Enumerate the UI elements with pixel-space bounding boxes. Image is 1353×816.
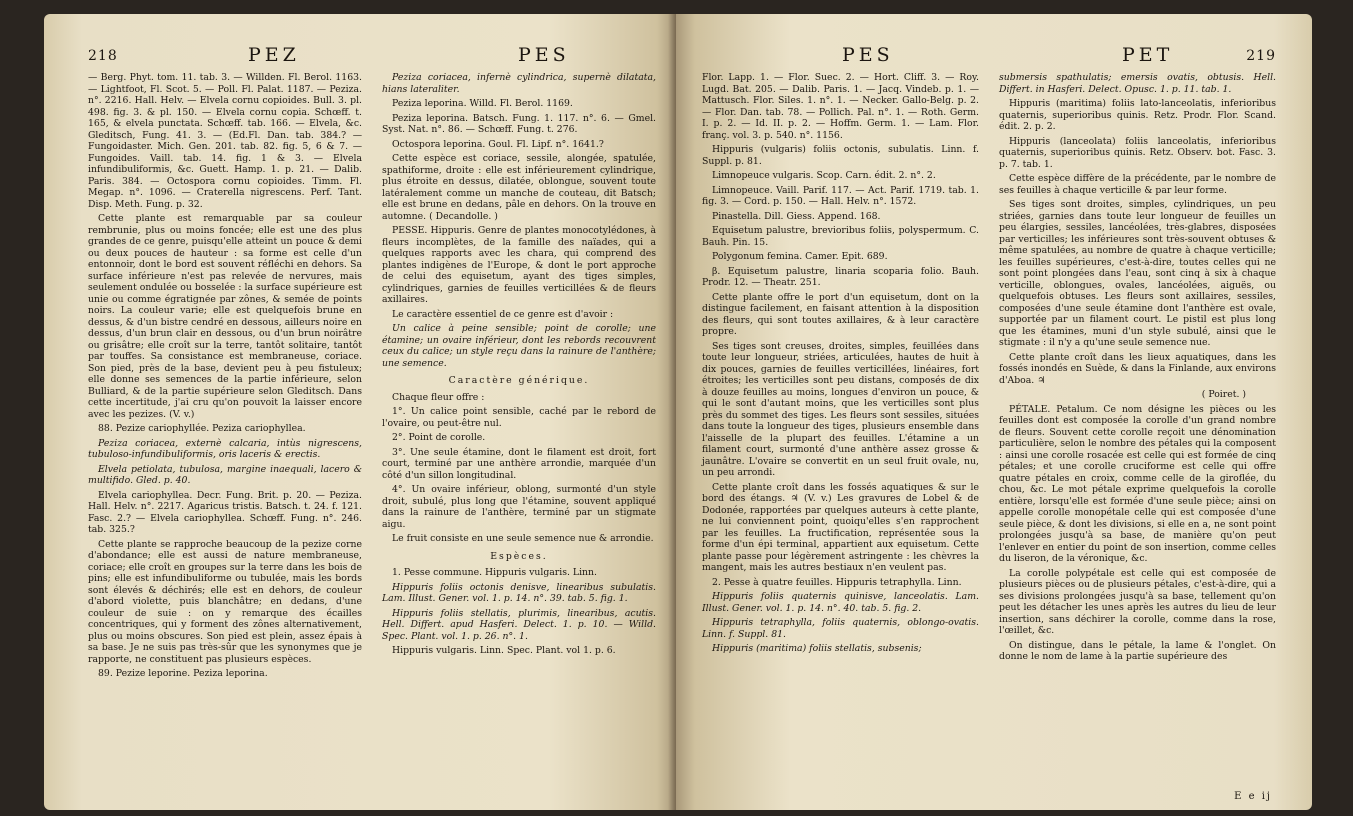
paragraph: Peziza coriacea, externè calcaria, intùs nigrescens, tubuloso-infundibuliformis, oris laceris & erectis. xyxy=(88,437,362,460)
section-heading: Caractère générique. xyxy=(448,375,590,386)
right-page-number: 219 xyxy=(1246,48,1276,64)
paragraph: Hippuris foliis octonis denisve, linearibus subulatis. Lam. Illust. Gener. vol. 1. p. 14. n°. 39. tab. 5. fig. 1. xyxy=(382,581,656,604)
paragraph: Pinastella. Dill. Giess. Append. 168. xyxy=(712,210,881,222)
paragraph: Polygonum femina. Camer. Epit. 689. xyxy=(712,251,888,262)
paragraph: Equisetum palustre, brevioribus foliis, polyspermum. C. Bauh. Pin. 15. xyxy=(702,225,979,248)
paragraph: La corolle polypétale est celle qui est composée de plusieurs pièces ou de plusieurs pétales, c'est-à-dire, qui a ses divisions prolongées jusqu'à sa base, tellement qu'on peut les détacher les unes après les autres du lieu de leur insertion, sans déchirer la corolle, comme dans la rose, l'œillet, &c. xyxy=(999,567,1276,636)
paragraph: Limnopeuce vulgaris. Scop. Carn. édit. 2. n°. 2. xyxy=(712,170,936,181)
paragraph: submersis spathulatis; emersis ovatis, obtusis. Hell. Differt. in Hasferi. Delect. Opusc. 1. p. 11. tab. 1. xyxy=(999,72,1276,95)
paragraph: Cette plante est remarquable par sa couleur rembrunie, plus ou moins foncée; elle est une des plus grandes de ce genre, puisqu'elle atteint un pouce & demi ou deux pouces de hauteur : sa forme est celle d'un entonnoir, dont le bord est souvent réfléchi en dehors. Sa surface inférieure n'est pas relevée de nervures, mais seulement ondulée ou bosselée : la surface supérieure est unie ou comme égratignée par zônes, & semée de points noirs. La couleur varie; elle est quelquefois brune en dessus, & d'un bistre cendré en dessous, ailleurs noire en dessus, d'un brun clair en dessous, ou d'un brun noirâtre ou grisâtre; elle croît sur la terre, tantôt solitaire, tantôt par touffes. Sa consistance est membraneuse, coriace. Son pied, près de la base, devient peu à peu fistuleux; elle donne ses semences de la partie inférieure, selon Bulliard, & de la partie supérieure selon Gleditsch. Dans cette incertitude, j'ai cru qu'on pouvoit la laisser encore avec les pezizes. (V. v.) xyxy=(88,213,362,420)
left-page xyxy=(44,14,676,810)
paragraph: Hippuris foliis stellatis, plurimis, linearibus, acutis. Hell. Differt. apud Hasferi. Delect. 1. p. 10. — Willd. Spec. Plant. vol. 1. p. 26. n°. 1. xyxy=(382,607,656,642)
left-running-head-pes: PES xyxy=(518,44,570,66)
paragraph: Cette plante croît dans les lieux aquatiques, dans les fossés inondés en Suède, & dans la Finlande, aux environs d'Aboa. ♃ xyxy=(999,351,1276,386)
paragraph: Le fruit consiste en une seule semence nue & arrondie. xyxy=(392,533,654,544)
left-column-1 xyxy=(88,72,362,683)
paragraph: Octospora leporina. Goul. Fl. Lipf. n°. 1641.? xyxy=(392,138,604,150)
paragraph: Hippuris vulgaris. Linn. Spec. Plant. vol 1. p. 6. xyxy=(392,645,616,656)
right-page-header xyxy=(702,44,1276,72)
paragraph: Cette espèce est coriace, sessile, alongée, spatulée, spathiforme, droite : elle est inférieurement cylindrique, plus étroite en dessus, dilatée, oblongue, souvent toute latéralement comme un manche de couteau, dit Batsch; elle est brune en dedans, pâle en dehors. On la trouve en automne. ( Decandolle. ) xyxy=(382,153,656,222)
paragraph: — Berg. Phyt. tom. 11. tab. 3. — Willden. Fl. Berol. 1163. — Lightfoot, Fl. Scot. 5. — Poll. Fl. Palat. 1187. — Peziza. n°. 2216. Hall. Helv. — Elvela cornu copioides. Bull. 3. pl. 498. fig. 3. & pl. 150. — Elvela cornu copia. Schœff. t. 165, & elvela punctata. Schœff. tab. 166. — Elvela, &c. Gleditsch, Fung. 41. 3. — (Ed.Fl. Dan. tab. 384.? — Fungoidaster. Mich. Gen. 201. tab. 82. fig. 5, 6 & 7. — Fungoides. Vaill. tab. 14. fig. 1 & 3. — Elvela infundibuliformis, &c. Guett. Hamp. 1. p. 21. — Dalib. Paris. 384. — Octospora cornu copioides. Timm. Fl. Megap. n°. 1096. — Craterella nigrescens. Perf. Tant. Disp. Meth. Fung. p. 32. xyxy=(88,72,362,210)
paragraph: 2°. Point de corolle. xyxy=(392,432,486,443)
paragraph: Peziza leporina. Batsch. Fung. 1. 117. n°. 6. — Gmel. Syst. Nat. n°. 86. — Schœff. Fung. t. 276. xyxy=(382,112,656,135)
right-running-head-pes: PES xyxy=(842,44,894,66)
paragraph: 4°. Un ovaire inférieur, oblong, surmonté d'un style droit, subulé, plus long que l'étamine, souvent appliqué dans la rainure de l'anthère, terminé par un stigmate aigu. xyxy=(382,484,656,530)
left-page-columns xyxy=(88,72,656,683)
genus-entry: PESSE. Hippuris. Genre de plantes monocotylédones, à fleurs incomplètes, de la famille des naïades, qui a quelques rapports avec les chara, qui comprend des plantes indigènes de l'Europe, & dont le port approche de celui des equisetum, ayant des tiges simples, cylindriques, garnies de feuilles verticillées & de fleurs axillaires. xyxy=(382,225,656,305)
paragraph: Cette plante se rapproche beaucoup de la pezize corne d'abondance; elle est aussi de nature membraneuse, coriace; elle croît en groupes sur la terre dans les bois de pins; elle est infundibuliforme ou tubulée, mais les bords sont élevés & déchirés; elle est en dehors, de couleur d'abord violette, puis blanchâtre; en dedans, d'une couleur de suie : on y remarque des écailles concentriques, qui y forment des zônes alternativement, plus ou moins obscures. Son pied est plein, assez épais à sa base. Je ne suis pas très-sûr que les synonymes que je rapporte, ne constituent pas plusieurs espèces. xyxy=(88,538,362,665)
section-heading: Espèces. xyxy=(490,550,548,562)
paragraph: Hippuris (maritima) foliis lato-lanceolatis, inferioribus quaternis, superioribus quinis. Retz. Prodr. Flor. Scand. édit. 2. p. 2. xyxy=(999,98,1276,132)
paragraph: Flor. Lapp. 1. — Flor. Suec. 2. — Hort. Cliff. 3. — Roy. Lugd. Bat. 205. — Dalib. Paris. 1. — Jacq. Vindeb. p. 1. — Mattusch. Flor. Siles. 1. n°. 1. — Necker. Gallo-Belg. p. 2. — Flor. Dan. tab. 78. — Pollich. Pal. n°. 1. — Roth. Germ. I. p. 2. — Id. II. p. 2. — Hoffm. Germ. 1. — Lam. Flor. franç. vol. 3. p. 540. n°. 1156. xyxy=(702,72,979,141)
gathering-signature: E e ij xyxy=(1234,791,1272,802)
paragraph: Cette espèce diffère de la précédente, par le nombre de ses feuilles à chaque verticille & par leur forme. xyxy=(999,173,1276,196)
paragraph: Un calice à peine sensible; point de corolle; une étamine; un ovaire inférieur, dont les rebords recouvrent ceux du calice; un style reçu dans la rainure de l'anthère; une semence. xyxy=(382,323,656,369)
genus-entry: PÉTALE. Petalum. Ce nom désigne les pièces ou les feuilles dont est composée la corolle d'un grand nombre de fleurs. Souvent cette corolle reçoit une dénomination particulière, selon le nombre des pétales qui la composent : ainsi une corolle rosacée est celle qui est formée de cinq pétales; et une corolle cruciforme est celle qui offre quatre pétales en croix, comme celle de la giroflée, du chou, &c. Le mot pétale exprime quelquefois la corolle entière, lorsqu'elle est formée d'une seule pièce; ainsi on appelle corolle monopétale celle qui est composée d'une seule pièce, & dont les divisions, si elle en a, ne sont point prolongées jusqu'à sa base, de manière qu'on peut l'enlever en entier du point de son insertion, comme celles du liseron, de la véronique, &c. xyxy=(999,403,1276,564)
paragraph: Elvela cariophyllea. Decr. Fung. Brit. p. 20. — Peziza. Hall. Helv. n°. 2217. Agaricus tristis. Batsch. t. 24. f. 121. Fasc. 2.? — Elvela cariophyllea. Schœff. Fung. n°. 246. tab. 325.? xyxy=(88,489,362,535)
right-page xyxy=(676,14,1312,810)
paragraph: Limnopeuce. Vaill. Parif. 117. — Act. Parif. 1719. tab. 1. fig. 3. — Cord. p. 150. — Hall. Helv. n°. 1572. xyxy=(702,184,979,207)
right-column-2 xyxy=(999,72,1276,666)
paragraph: β. Equisetum palustre, linaria scoparia folio. Bauh. Prodr. 12. — Theatr. 251. xyxy=(702,265,979,288)
species-heading: 2. Pesse à quatre feuilles. Hippuris tetraphylla. Linn. xyxy=(712,576,962,588)
left-column-2 xyxy=(382,72,656,683)
paragraph: Elvela petiolata, tubulosa, margine inaequali, lacero & multifido. Gled. p. 40. xyxy=(88,463,362,486)
paragraph: 3°. Une seule étamine, dont le filament est droit, fort court, terminé par une anthère arrondie, marquée d'un côté d'un sillon longitudinal. xyxy=(382,446,656,481)
paragraph: Hippuris foliis quaternis quinisve, lanceolatis. Lam. Illust. Gener. vol. 1. p. 14. n°. 40. tab. 5. fig. 2. xyxy=(702,591,979,614)
left-running-head-pez: PEZ xyxy=(248,44,300,66)
paragraph: Ses tiges sont creuses, droites, simples, feuillées dans toute leur longueur, striées, articulées, hautes de huit à dix pouces, garnies de feuilles verticillées, linéaires, fort étroites; les verticilles sont peu distans, composés de dix à douze feuilles au moins, longues d'environ un pouce, & qui le sont d'autant moins, que les verticilles sont plus près du sommet des tiges. Les fleurs sont sessiles, situées dans toute la longueur des tiges, plusieurs ensemble dans l'aisselle de la plupart des feuilles. L'étamine a un filament court, surmonté d'une anthère assez grosse & jaunâtre. L'ovaire se convertit en un seul fruit ovale, nu, un peu arrondi. xyxy=(702,340,979,478)
paragraph: Hippuris tetraphylla, foliis quaternis, oblongo-ovatis. Linn. f. Suppl. 81. xyxy=(702,617,979,640)
author-signature: ( Poiret. ) xyxy=(1201,389,1246,400)
paragraph: Cette plante offre le port d'un equisetum, dont on la distingue facilement, en faisant attention à la disposition des fleurs, qui sont toutes axillaires, & à leur caractère propre. xyxy=(702,291,979,337)
paragraph: Le caractère essentiel de ce genre est d'avoir : xyxy=(392,308,614,320)
paragraph: Hippuris (vulgaris) foliis octonis, subulatis. Linn. f. Suppl. p. 81. xyxy=(702,144,979,167)
paragraph: Hippuris (lanceolata) foliis lanceolatis, inferioribus quaternis, superioribus quinis. Retz. Observ. bot. Fasc. 3. p. 7. tab. 1. xyxy=(999,135,1276,170)
paragraph: Cette plante croît dans les fossés aquatiques & sur le bord des étangs. ♃ (V. v.) Les gravures de Lobel & de Dodonée, rapportées par quelques auteurs à cette plante, ne lui conviennent point, quoiqu'elles s'en rapprochent par les feuilles. La fructification, représentée sous la forme d'un épi terminal, appartient aux equisetum. Cette plante passe pour légèrement astringente : les chèvres la mangent, mais les autres bestiaux n'en veulent pas. xyxy=(702,481,979,573)
paragraph: Ses tiges sont droites, simples, cylindriques, un peu striées, garnies dans toute leur longueur de feuilles un peu élargies, sessiles, lancéolées, très-glabres, disposées par verticilles; les inférieures sont très-souvent obtuses & même spatulées, au nombre de quatre à chaque verticille; les feuilles supérieures, c'est-à-dire, toutes celles qui ne sont point plongées dans l'eau, sont cinq à six à chaque verticille, oblongues, ovales, lancéolées, aiguës, ou quelquefois obtuses. Les fleurs sont axillaires, sessiles, composées d'une seule étamine dont l'anthère est ovale, supportée par un filament court. Le pistil est plus long que les étamines, muni d'un style subulé, ainsi que le stigmate : il n'y a qu'une seule semence nue. xyxy=(999,199,1276,348)
right-running-head-pet: PET xyxy=(1122,44,1174,66)
right-column-1 xyxy=(702,72,979,666)
paragraph: Hippuris (maritima) foliis stellatis, subsenis; xyxy=(712,643,922,654)
right-page-columns xyxy=(702,72,1276,666)
paragraph: Peziza leporina. Willd. Fl. Berol. 1169. xyxy=(392,98,573,109)
species-heading: 89. Pezize leporine. Peziza leporina. xyxy=(98,668,268,679)
paragraph: 1°. Un calice point sensible, caché par le rebord de l'ovaire, ou peut-être nul. xyxy=(382,406,656,429)
paragraph: On distingue, dans le pétale, la lame & l'onglet. On donne le nom de lame à la partie supérieure des xyxy=(999,639,1276,662)
species-heading: 1. Pesse commune. Hippuris vulgaris. Linn. xyxy=(392,567,597,578)
paragraph: Peziza coriacea, infernè cylindrica, supernè dilatata, hians lateraliter. xyxy=(382,72,656,95)
species-heading: 88. Pezize cariophyllée. Peziza cariophyllea. xyxy=(98,423,306,434)
left-page-number: 218 xyxy=(88,48,118,64)
left-page-header xyxy=(88,44,656,72)
paragraph: Chaque fleur offre : xyxy=(392,391,485,403)
